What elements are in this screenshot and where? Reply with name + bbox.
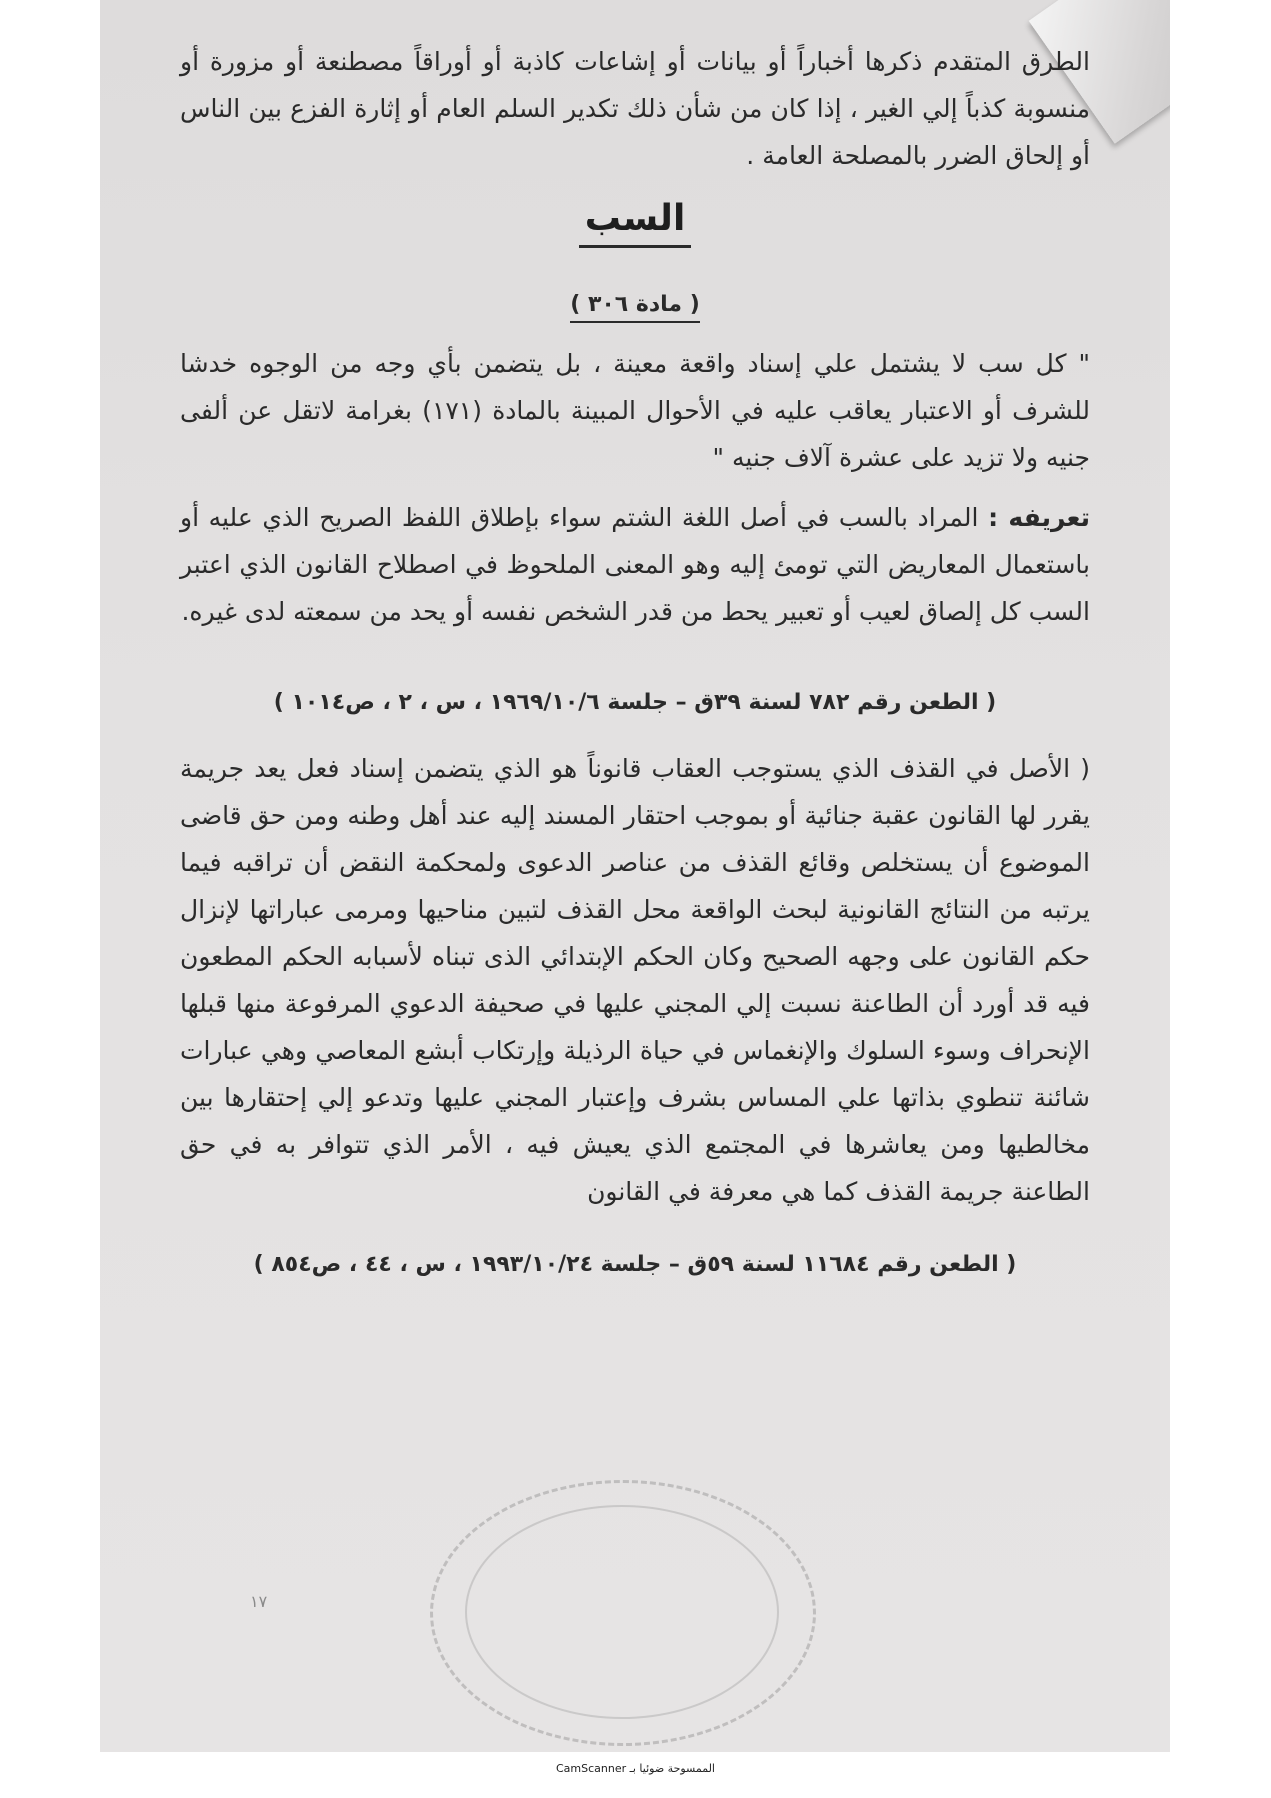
scanned-page: [100, 0, 1170, 1752]
top-paragraph: الطرق المتقدم ذكرها أخباراً أو بيانات أو إشاعات كاذبة أو أوراقاً مصطنعة أو مزورة أو منسوبة كذباً إلي الغير ، إذا كان من شأن ذلك تكدير السلم العام أو إثارة الفزع بين الناس أو إلحاق الضرر بالمصلحة العامة .: [180, 47, 1090, 170]
section-title-text: السب: [579, 198, 692, 248]
article-heading-text: ( مادة ٣٠٦ ): [570, 292, 700, 323]
citation-1: ( الطعن رقم ٧٨٢ لسنة ٣٩ق – جلسة ١٩٦٩/١٠/٦ ، س ، ٢ ، ص١٠١٤ ): [273, 690, 997, 715]
definition-paragraph: [180, 494, 1090, 635]
definition-label: تعريفه :: [988, 503, 1091, 532]
definition-text: المراد بالسب في أصل اللغة الشتم سواء بإطلاق اللفظ الصريح الذي عليه أو باستعمال المعاريض التي تومئ إليه وهو المعنى الملحوظ في اصطلاح القانون الذي اعتبر السب كل إلصاق لعيب أو تعبير يحط من قدر الشخص نفسه أو يحد من سمعته لدى غيره.: [180, 503, 1090, 626]
ruling-paragraph: ( الأصل في القذف الذي يستوجب العقاب قانوناً هو الذي يتضمن إسناد فعل يعد جريمة يقرر لها القانون عقبة جنائية أو بموجب احتقار المسند إليه عند أهل وطنه ومن حق قاضى الموضوع أن يستخلص وقائع القذف من عناصر الدعوى ولمحكمة النقض أن تراقبه فيما يرتبه من النتائج القانونية لبحث الواقعة محل القذف لتبين مناحيها ومرمى عباراتها لإنزال حكم القانون على وجهه الصحيح وكان الحكم الإبتدائي الذى تبناه لأسبابه الحكم المطعون فيه قد أورد أن الطاعنة نسبت إلي المجني عليها في صحيفة الدعوي المرفوعة منها قبلها الإنحراف وسوء السلوك والإنغماس في حياة الرذيلة وإرتكاب أبشع المعاصي وهي عبارات شائنة تنطوي بذاتها علي المساس بشرف وإعتبار المجني عليها وتدعو إلي إحتقارها بين مخالطيها ومن يعاشرها في المجتمع الذي يعيش فيه ، الأمر الذي تتوافر به في حق الطاعنة جريمة القذف كما هي معرفة في القانون: [180, 754, 1090, 1206]
citation-2: ( الطعن رقم ١١٦٨٤ لسنة ٥٩ق – جلسة ١٩٩٣/١٠/٢٤ ، س ، ٤٤ ، ص٨٥٤ ): [253, 1252, 1017, 1277]
section-title: [100, 198, 1170, 239]
article-heading: [100, 292, 1170, 317]
article-text: " كل سب لا يشتمل علي إسناد واقعة معينة ، بل يتضمن بأي وجه من الوجوه خدشا للشرف أو الاعتبار يعاقب عليه في الأحوال المبينة بالمادة (١٧١) بغرامة لاتقل عن ألفى جنيه ولا تزيد على عشرة آلاف جنيه ": [180, 349, 1090, 472]
faded-stamp-inner-ring: [465, 1505, 779, 1719]
camscanner-footer: الممسوحة ضوئيا بـ CamScanner: [555, 1762, 715, 1775]
page-number: ١٧: [250, 1592, 268, 1611]
